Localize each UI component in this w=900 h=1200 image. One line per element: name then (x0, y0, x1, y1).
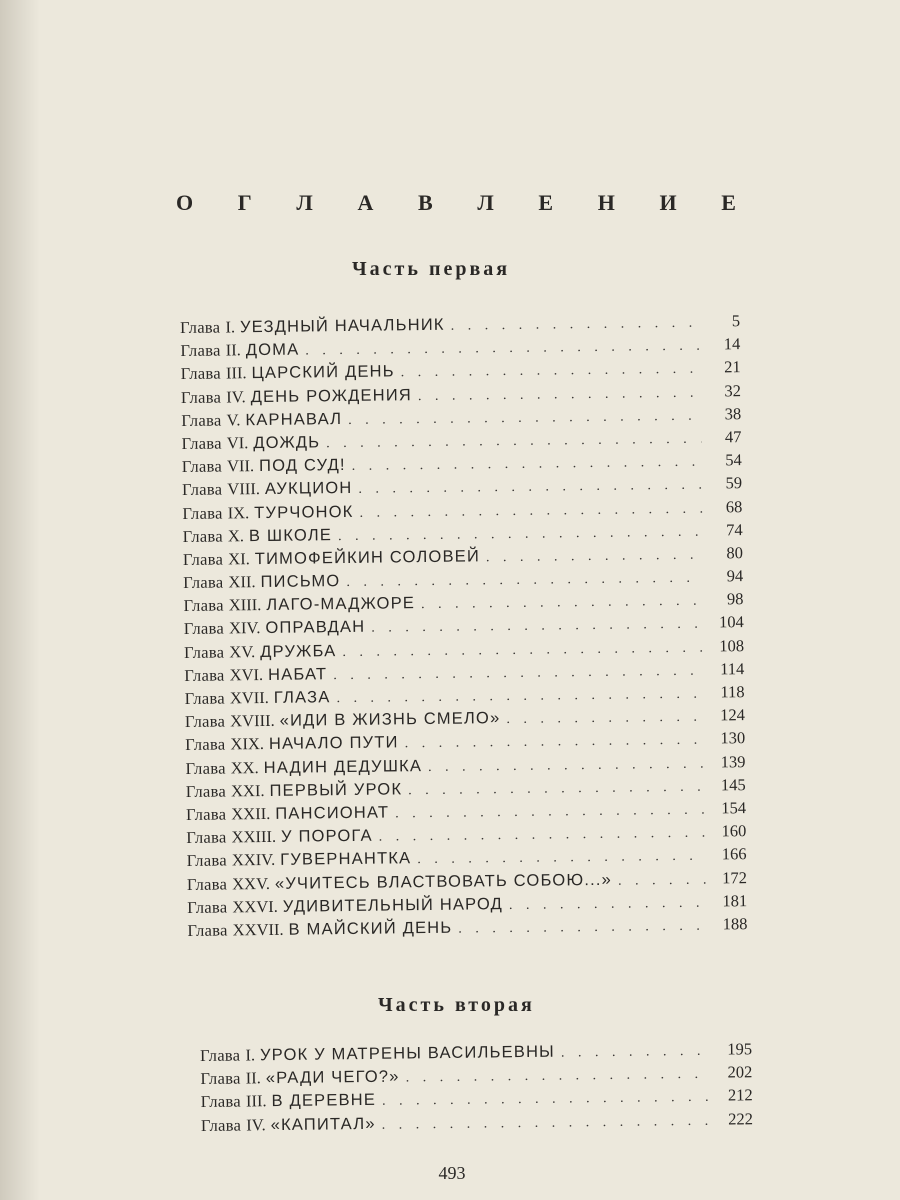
chapter-title: ДЕНЬ РОЖДЕНИЯ (250, 385, 413, 406)
chapter-word: Глава (182, 549, 224, 569)
chapter-page: 104 (718, 612, 744, 632)
chapter-word: Глава (186, 873, 228, 894)
dot-leader (406, 1067, 713, 1087)
heading-letter: Л (477, 190, 494, 215)
chapter-number: XI. (228, 549, 250, 569)
chapter-title: ГУВЕРНАНТКА (280, 849, 412, 870)
book-spine-shadow (0, 0, 40, 1200)
dot-leader (618, 872, 707, 889)
dot-leader (326, 432, 701, 453)
chapter-title: ДРУЖБА (260, 641, 337, 661)
chapter-number: XXVI. (232, 896, 278, 917)
chapter-number: IV. (226, 386, 246, 407)
chapter-page: 172 (722, 867, 747, 887)
chapter-page: 74 (726, 519, 743, 540)
dot-leader (358, 478, 702, 498)
dot-leader (417, 849, 706, 869)
chapter-word: Глава (186, 850, 228, 871)
chapter-title: ОПРАВДАН (265, 618, 366, 638)
dot-leader (418, 385, 701, 404)
chapter-word: Глава (185, 781, 227, 801)
heading-letter: Н (597, 190, 615, 215)
chapter-number: I. (225, 317, 236, 337)
chapter-word: Глава (184, 665, 225, 685)
chapter-word: Глава (183, 618, 225, 639)
chapter-number: XXVII. (232, 919, 284, 940)
chapter-word: Глава (185, 758, 226, 778)
dot-leader (401, 362, 701, 382)
chapter-title: У ПОРОГА (280, 826, 373, 846)
chapter-title: ЛАГО-МАДЖОРЕ (266, 594, 416, 615)
dot-leader (506, 710, 705, 728)
chapter-page: 5 (731, 311, 741, 331)
heading-letter: Е (721, 190, 736, 215)
chapter-word: Глава (186, 827, 227, 848)
chapter-word: Глава (200, 1068, 241, 1089)
chapter-title: В ДЕРЕВНЕ (271, 1091, 377, 1111)
chapter-page: 21 (724, 357, 741, 377)
chapter-page: 98 (726, 589, 744, 609)
part-two-heading: Часть вторая (378, 994, 535, 1016)
dot-leader (458, 918, 707, 937)
chapter-page: 195 (727, 1039, 753, 1059)
chapter-page: 108 (719, 635, 745, 656)
chapter-word: Глава (187, 920, 228, 940)
chapter-number: V. (226, 410, 241, 430)
heading-letter: Л (296, 190, 313, 215)
chapter-word: Глава (180, 340, 221, 361)
chapter-word: Глава (180, 317, 221, 337)
chapter-page: 118 (720, 682, 745, 702)
chapter-word: Глава (181, 456, 223, 477)
chapter-word: Глава (200, 1045, 241, 1065)
chapter-page: 38 (724, 403, 742, 424)
chapter-word: Глава (183, 595, 224, 616)
chapter-page: 80 (726, 543, 744, 563)
chapter-title: ПИСЬМО (260, 572, 341, 592)
heading-letter: В (417, 190, 433, 215)
heading-letter: Г (237, 190, 252, 215)
chapter-page: 212 (727, 1085, 753, 1105)
chapter-word: Глава (182, 502, 223, 523)
chapter-page: 181 (722, 890, 748, 911)
heading-letter: О (176, 190, 194, 215)
chapter-page: 59 (725, 473, 743, 493)
chapter-page: 68 (725, 496, 743, 516)
chapter-title: В МАЙСКИЙ ДЕНЬ (288, 918, 453, 939)
chapter-title: ПОД СУД! (259, 456, 346, 476)
chapter-number: VII. (226, 456, 255, 476)
dot-leader (509, 895, 707, 913)
chapter-page: 14 (723, 334, 741, 354)
chapter-page: 94 (726, 566, 744, 586)
chapter-word: Глава (181, 433, 222, 453)
chapter-number: XVII. (229, 687, 269, 708)
heading-letter: А (357, 190, 374, 215)
dot-leader (421, 594, 704, 613)
dot-leader (348, 408, 701, 428)
page-number: 493 (438, 1163, 466, 1183)
chapter-word: Глава (200, 1091, 242, 1112)
chapter-number: XXIII. (231, 826, 277, 847)
chapter-word: Глава (181, 479, 223, 500)
chapter-title: ДОМА (245, 340, 300, 360)
chapter-word: Глава (182, 526, 224, 546)
chapter-title: НАДИН ДЕДУШКА (263, 756, 423, 777)
chapter-page: 130 (720, 728, 746, 748)
chapter-word: Глава (181, 410, 222, 430)
chapter-title: АУКЦИОН (264, 479, 353, 499)
dot-leader (395, 803, 706, 823)
chapter-page: 160 (721, 821, 747, 841)
chapter-page: 114 (720, 658, 745, 679)
chapter-number: X. (227, 525, 245, 546)
chapter-number: XVI. (229, 664, 264, 685)
chapter-title: «КАПИТАЛ» (270, 1114, 376, 1134)
chapter-page: 54 (725, 450, 742, 470)
dot-leader (338, 524, 703, 544)
chapter-number: XVIII. (230, 711, 275, 731)
chapter-number: XV. (229, 641, 256, 662)
chapter-number: IV. (246, 1114, 266, 1135)
dot-leader (379, 826, 707, 846)
dot-leader (382, 1113, 713, 1133)
dot-leader (336, 687, 704, 707)
dot-leader (333, 663, 704, 684)
chapter-title: УРОК У МАТРЕНЫ ВАСИЛЬЕВНЫ (259, 1042, 556, 1065)
chapter-page: 32 (724, 380, 742, 400)
dot-leader (359, 501, 702, 521)
chapter-page: 154 (721, 798, 747, 818)
chapter-number: I. (245, 1045, 256, 1065)
chapter-word: Глава (183, 572, 224, 593)
chapter-title: «УЧИТЕСЬ ВЛАСТВОВАТЬ СОБОЮ...» (274, 870, 613, 893)
dot-leader (352, 455, 702, 475)
chapter-title: «ИДИ В ЖИЗНЬ СМЕЛО» (279, 709, 501, 730)
chapter-title: ГЛАЗА (273, 688, 331, 707)
dot-leader (342, 640, 704, 660)
chapter-word: Глава (180, 387, 222, 407)
chapter-number: XXI. (230, 780, 265, 801)
contents-heading (176, 190, 736, 216)
chapter-number: XIV. (228, 618, 261, 638)
chapter-number: VI. (226, 433, 249, 453)
part-one-chapter-list (180, 311, 748, 944)
chapter-word: Глава (184, 711, 226, 732)
chapter-number: XXIV. (231, 850, 276, 870)
chapter-title: ДОЖДЬ (253, 433, 321, 453)
chapter-number: XXII. (231, 803, 271, 824)
chapter-title: ЦАРСКИЙ ДЕНЬ (251, 362, 395, 383)
part-one-heading: Часть первая (352, 258, 511, 280)
dot-leader (428, 756, 706, 775)
chapter-page: 202 (727, 1062, 753, 1082)
heading-letter: Е (538, 190, 554, 215)
chapter-word: Глава (183, 642, 225, 662)
chapter-title: В ШКОЛЕ (248, 525, 333, 545)
dot-leader (408, 779, 706, 799)
chapter-number: XX. (230, 757, 259, 777)
chapter-number: XIII. (228, 595, 262, 615)
dot-leader (305, 339, 700, 360)
chapter-number: VIII. (227, 479, 261, 499)
chapter-number: II. (225, 340, 241, 360)
chapter-page: 222 (728, 1108, 754, 1129)
dot-leader (486, 548, 703, 567)
chapter-number: II. (245, 1068, 261, 1088)
dot-leader (451, 316, 701, 335)
chapter-page: 124 (720, 705, 746, 725)
chapter-title: ТИМОФЕЙКИН СОЛОВЕЙ (254, 547, 481, 568)
chapter-title: ПЕРВЫЙ УРОК (269, 780, 403, 800)
heading-letter: И (659, 190, 677, 215)
chapter-number: III. (245, 1091, 267, 1111)
part-two-chapter-list (200, 1039, 753, 1138)
chapter-page: 145 (720, 774, 746, 795)
chapter-page: 166 (721, 844, 747, 864)
chapter-title: НАЧАЛО ПУТИ (268, 733, 399, 754)
chapter-number: III. (225, 363, 247, 383)
chapter-page: 188 (722, 913, 748, 934)
chapter-number: XXV. (232, 873, 271, 893)
chapter-title: УДИВИТЕЛЬНЫЙ НАРОД (282, 894, 504, 916)
dot-leader (382, 1090, 713, 1110)
dot-leader (346, 571, 703, 591)
chapter-title: ПАНСИОНАТ (275, 803, 390, 823)
dot-leader (561, 1044, 712, 1062)
chapter-number: IX. (227, 502, 250, 522)
chapter-page: 139 (720, 751, 746, 771)
chapter-word: Глава (200, 1115, 242, 1135)
chapter-word: Глава (180, 363, 222, 384)
chapter-title: НАБАТ (267, 665, 328, 684)
chapter-word: Глава (184, 688, 226, 708)
dot-leader (371, 617, 704, 637)
chapter-title: ТУРЧОНОК (254, 502, 354, 522)
chapter-number: XII. (228, 572, 256, 592)
dot-leader (405, 733, 706, 753)
chapter-number: XIX. (230, 734, 265, 754)
chapter-title: «РАДИ ЧЕГО?» (265, 1067, 400, 1088)
chapter-word: Глава (187, 897, 228, 917)
chapter-page: 47 (724, 427, 742, 447)
chapter-word: Глава (185, 734, 226, 755)
chapter-title: УЕЗДНЫЙ НАЧАЛЬНИК (239, 315, 445, 337)
chapter-word: Глава (185, 804, 227, 824)
chapter-title: КАРНАВАЛ (245, 409, 343, 429)
